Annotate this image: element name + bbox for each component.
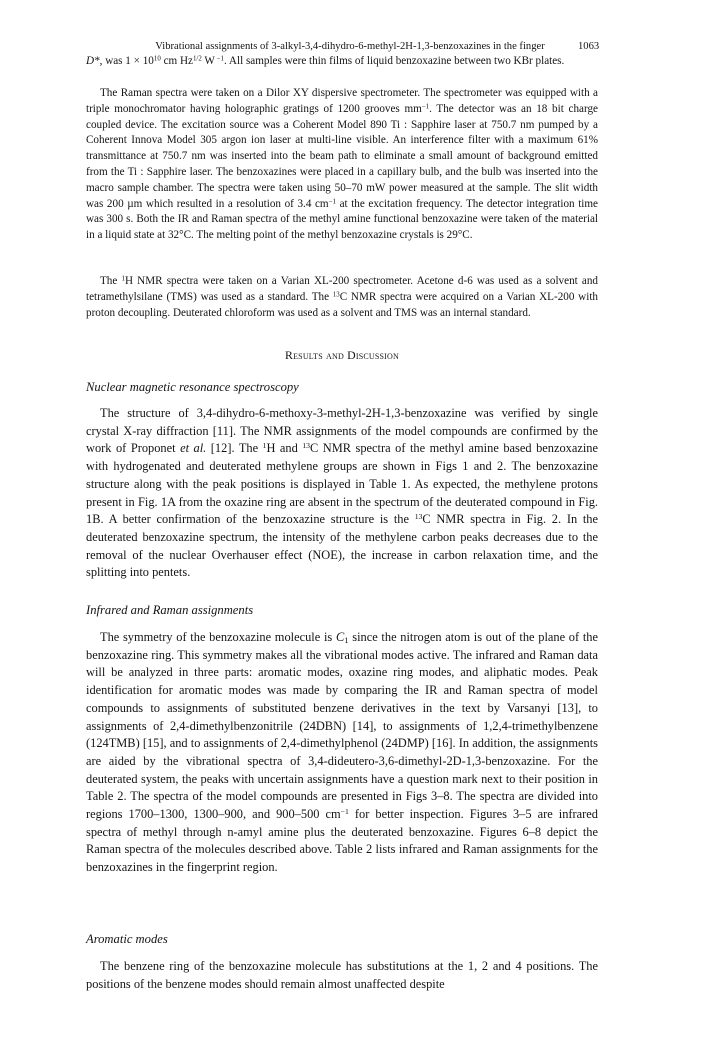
p2-t2: −1	[421, 103, 430, 111]
p2-t1: The Raman spectra were taken on a Dilor XY dispersive spectrometer. The spectrometer was equipped with a triple monochromator having holographic gratings of 1200 grooves mm	[86, 87, 598, 115]
running-header: Vibrational assignments of 3-alkyl-3,4-dihydro-6-methyl-2H-1,3-benzoxazines in the finger	[155, 41, 545, 52]
paragraph-nmr-setup	[86, 274, 598, 321]
p1-t3: 10	[153, 55, 161, 63]
p4-t3: [12]. The	[206, 441, 263, 456]
p6-t1: The benzene ring of the benzoxazine molecule has substitutions at the 1, 2 and 4 positions. The positions of the benzene modes should remain almost unaffected despite	[86, 959, 598, 991]
p5-t4: since the nitrogen atom is out of the plane of the benzoxazine ring. This symmetry makes all the vibrational modes active. The infrared and Raman data will be analyzed in three parts: aromatic modes, oxazine ring modes, and aliphatic modes. Peak identification for aromatic modes was made by comparing the IR and Raman spectra of model compounds to assignments of substituted benzene derivatives in the text by Varsanyi [13], to assignments of 2,4-dimethylbenzonitrile (24DBN) [14], to assignments of 1,2,4-trimethylbenzene (124TMB) [15], and to assignments of 2,4-dimethylphenol (24DMP) [16]. In addition, the assignments are aided by the vibrational spectra of 3,4-dideutero-3,6-dimethyl-2D-1,3-benzoxazine. For the deuterated system, the peaks with uncertain assignments have a question mark next to their position in Table 2. The spectra of the model compounds are presented in Figs 3–8. The spectra are divided into regions 1700–1300, 1300–900, and 900–500 cm	[86, 630, 598, 822]
p3-t1: The	[100, 275, 122, 287]
p4-t5: H and	[266, 441, 303, 456]
p4-t7: C NMR spectra of the methyl amine based benzoxazine with hydrogenated and deuterated methylene groups are shown in Figs 1 and 2. The benzoxazine structure along with the peak positions is displayed in Table 1. As expected, the methylene protons present in Fig. 1A from the oxazine ring are absent in the spectrum of the deuterated compound in Fig. 1B. A better confirmation of the benzoxazine structure is the	[86, 441, 598, 527]
p1-t1: D*	[86, 55, 100, 67]
p3-t5: C NMR spectra were acquired on a Varian XL-200 with proton decoupling. Deuterated chloroform was used as a solvent and TMS was an internal standard.	[86, 290, 598, 319]
paragraph-aromatic	[86, 958, 598, 993]
p3-t4: 13	[332, 291, 340, 299]
p2-t3: . The detector was an 18 bit charge coupled device. The excitation source was a Coherent Model 890 Ti : Sapphire laser at 750.7 nm pumped by a Coherent Innova Model 305 argon ion laser at multi-line visible. An interference filter with a maximum 61% transmittance at 750.7 nm was inserted into the beam path to eliminate a small amount of background emitted from the Ti : Sapphire laser. The benzoxazines were placed in a capillary bulb, and the bulb was inserted into the macro sample chamber. The spectra were taken using 50–70 mW power measured at the sample. The slit width was 200 µm which resulted in a resolution of 3.4 cm	[86, 102, 598, 210]
p1-t6: W	[201, 55, 215, 67]
p1-t4: cm Hz	[160, 55, 193, 67]
paragraph-raman-setup	[86, 86, 598, 244]
p2-t5: at the excitation frequency. The detector integration time was 300 s. Both the IR and Raman spectra of the methyl amine functional benzoxazine were taken of the material in a liquid state at 32°C. The melting point of the methyl benzoxazine crystals is 29°C.	[86, 197, 599, 242]
p4-t1: The structure of 3,4-dihydro-6-methoxy-3-methyl-2H-1,3-benzoxazine was verified by single crystal X-ray diffraction [11]. The NMR assignments of the model compounds are confirmed by the work of Proponet	[86, 406, 598, 456]
p4-t9: C NMR spectra in Fig. 2. In the deuterated benzoxazine spectrum, the intensity of the methylene carbon peaks decreases due to the removal of the nuclear Overhauser effect (NOE), the increase in carbon relaxation time, and the splitting into pentets.	[86, 512, 599, 580]
section-heading: Results and Discussion	[285, 348, 399, 362]
p3-t3: H NMR spectra were taken on a Varian XL-200 spectrometer. Acetone d-6 was used as a solvent and tetramethylsilane (TMS) was used as a standard. The	[86, 275, 598, 303]
paragraph-nmr-results	[86, 405, 598, 582]
p5-t5: −1	[340, 807, 349, 817]
p3-t2: 1	[121, 275, 125, 283]
paragraph-ir-raman	[86, 629, 598, 877]
subheading-nmr: Nuclear magnetic resonance spectroscopy	[86, 380, 299, 394]
p4-t4: 1	[262, 441, 267, 451]
p4-t2: et al.	[180, 441, 207, 456]
p1-t5: 1/2	[192, 55, 202, 63]
p4-t8: 13	[414, 512, 423, 522]
subheading-ir-raman: Infrared and Raman assignments	[86, 603, 254, 617]
p1-t8: . All samples were thin films of liquid benzoxazine between two KBr plates.	[223, 55, 565, 67]
p5-t3: 1	[344, 635, 349, 646]
p2-t4: −1	[328, 198, 336, 206]
p1-t2: , was 1 × 10	[99, 55, 154, 67]
p5-t1: The symmetry of the benzoxazine molecule is	[100, 630, 336, 644]
page-number: 1063	[578, 41, 600, 52]
paragraph-detectivity	[86, 54, 598, 70]
subheading-aromatic: Aromatic modes	[86, 932, 168, 946]
p4-t6: 13	[302, 441, 310, 451]
p5-t2: C	[335, 630, 345, 644]
p5-t6: for better inspection. Figures 3–5 are infrared spectra of methyl through n-amyl amine plus the deuterated benzoxazine. Figures 6–8 depict the Raman spectra of the molecules described above. Table 2 lists infrared and Raman assignments for the benzoxazines in the fingerprint region.	[86, 807, 599, 875]
p1-t7: −1	[214, 55, 224, 63]
